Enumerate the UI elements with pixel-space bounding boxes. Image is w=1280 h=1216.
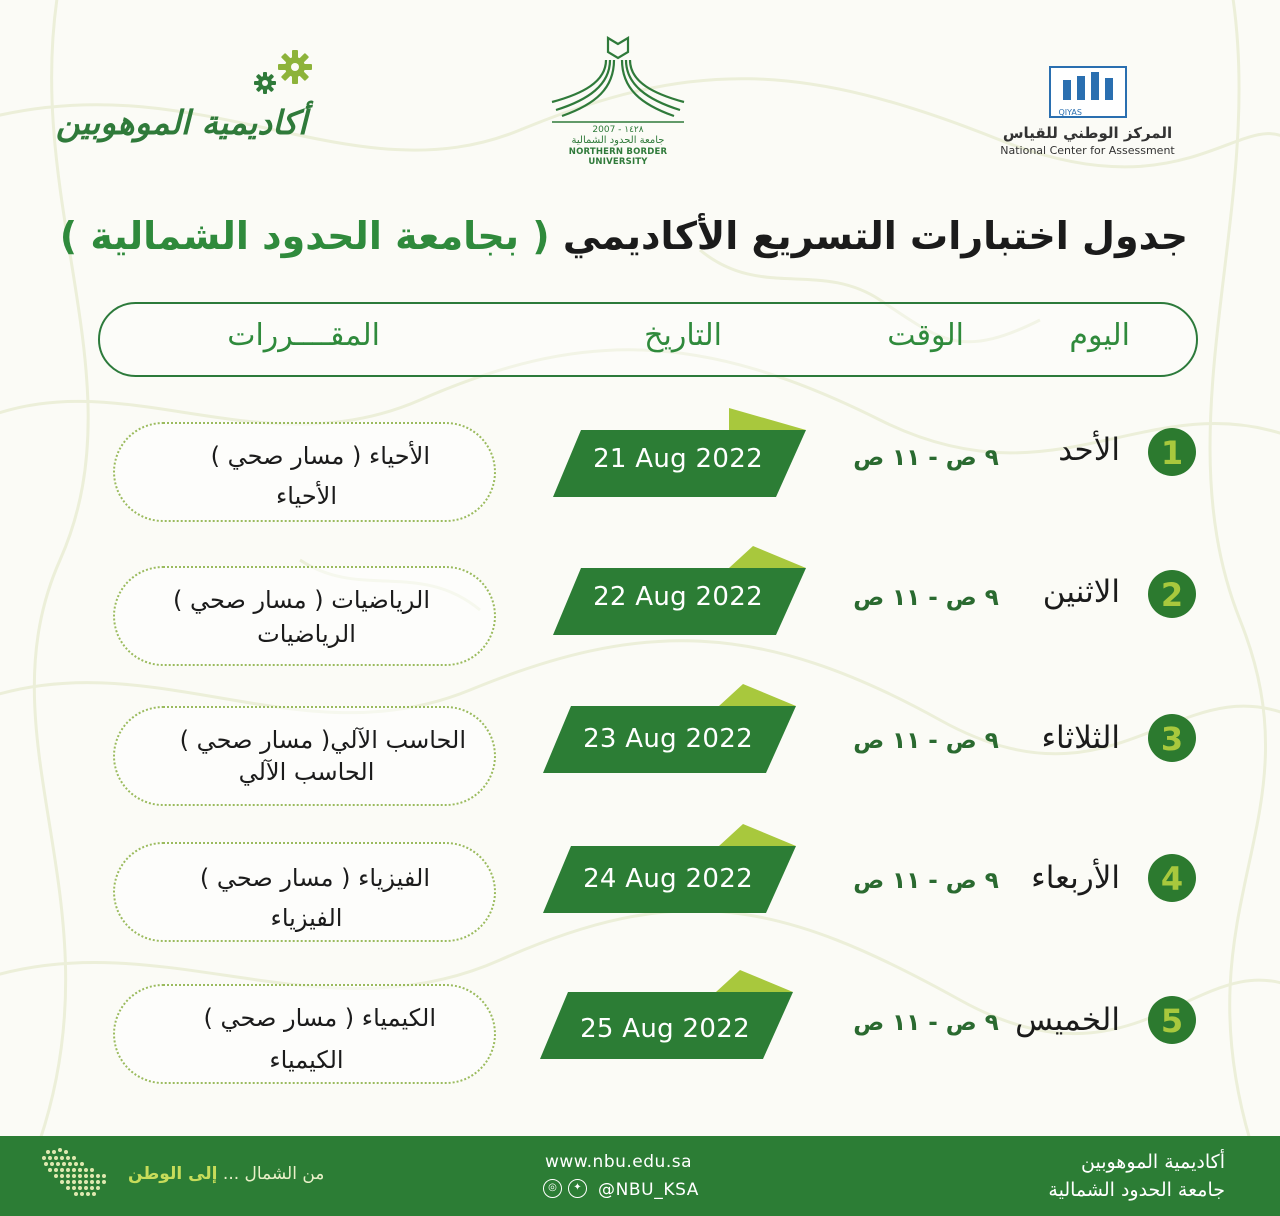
row-time: ٩ ص - ١١ ص — [853, 728, 999, 754]
course-pill — [113, 706, 496, 806]
date-banner — [553, 546, 813, 638]
course-line-2: الحاسب الآلي — [238, 758, 375, 786]
column-header-time: الوقت — [887, 318, 964, 353]
row-date: 24 Aug 2022 — [583, 864, 753, 894]
schedule-row — [0, 428, 1280, 548]
footer-social-handle[interactable]: @NBU_KSA — [598, 1180, 700, 1200]
page-title-highlight: ( بجامعة الحدود الشمالية ) — [59, 214, 550, 258]
course-line-1: الأحياء ( مسار صحي ) — [210, 442, 430, 470]
footer-website-link[interactable]: www.nbu.edu.sa — [545, 1152, 693, 1172]
nbu-year: 2007 - ١٤٢٨ — [592, 125, 644, 135]
course-line-1: الكيمياء ( مسار صحي ) — [203, 1004, 436, 1032]
qiyas-logo-sub: QIYAS — [1058, 108, 1082, 117]
nbu-emblem-icon — [548, 30, 688, 125]
course-pill — [113, 984, 496, 1084]
row-number-badge: 2 — [1148, 570, 1196, 618]
page-title — [59, 214, 1188, 258]
row-number-badge: 4 — [1148, 854, 1196, 902]
date-banner — [543, 824, 803, 916]
row-number-badge: 3 — [1148, 714, 1196, 762]
course-line-2: الكيمياء — [269, 1046, 344, 1074]
course-line-1: الرياضيات ( مسار صحي ) — [172, 586, 430, 614]
qiyas-logo — [1000, 66, 1175, 176]
schedule-row — [0, 854, 1280, 974]
course-pill — [113, 842, 496, 942]
row-day: الأحد — [1058, 432, 1120, 468]
saudi-map-icon — [36, 1142, 126, 1206]
column-header-courses: المقــــررات — [227, 318, 380, 353]
nbu-name-ar: جامعة الحدود الشمالية — [571, 135, 665, 146]
row-time: ٩ ص - ١١ ص — [853, 1010, 999, 1036]
footer-slogan-pre: من الشمال ... — [222, 1164, 325, 1184]
row-day: الأربعاء — [1031, 860, 1120, 896]
footer-slogan-bold: إلى الوطن — [128, 1164, 218, 1184]
row-date: 23 Aug 2022 — [583, 724, 753, 754]
course-line-2: الفيزياء — [270, 904, 343, 932]
row-date: 21 Aug 2022 — [593, 444, 763, 474]
academy-logo — [55, 45, 325, 175]
footer-slogan — [128, 1164, 324, 1184]
row-day: الخميس — [1015, 1002, 1120, 1038]
footer-university-name: جامعة الحدود الشمالية — [1048, 1179, 1225, 1201]
row-day: الثلاثاء — [1041, 720, 1120, 756]
row-number-badge: 5 — [1148, 996, 1196, 1044]
course-pill — [113, 566, 496, 666]
course-pill — [113, 422, 496, 522]
nbu-logo — [548, 30, 688, 167]
schedule-row — [0, 570, 1280, 690]
schedule-row — [0, 996, 1280, 1116]
date-banner — [543, 684, 803, 776]
course-line-2: الرياضيات — [257, 620, 356, 648]
academy-logo-text: أكاديمية الموهوبين — [55, 103, 307, 142]
qiyas-name-en: National Center for Assessment — [1000, 144, 1175, 157]
qiyas-name-ar: المركز الوطني للقياس — [1002, 124, 1173, 142]
instagram-icon[interactable]: ◎ — [543, 1179, 562, 1198]
schedule-row — [0, 714, 1280, 834]
page-title-main: جدول اختبارات التسريع الأكاديمي — [562, 214, 1188, 258]
date-banner — [540, 970, 800, 1062]
row-time: ٩ ص - ١١ ص — [853, 868, 999, 894]
row-date: 25 Aug 2022 — [580, 1014, 750, 1044]
qiyas-emblem — [1049, 66, 1127, 118]
column-header-date: التاريخ — [644, 318, 722, 353]
twitter-icon[interactable]: ✦ — [568, 1179, 587, 1198]
row-day: الاثنين — [1042, 574, 1120, 610]
gears-icon — [245, 45, 325, 105]
course-line-2: الأحياء — [275, 482, 338, 510]
column-header-day: اليوم — [1069, 318, 1130, 353]
row-date: 22 Aug 2022 — [593, 582, 763, 612]
footer-academy-name: أكاديمية الموهوبين — [1081, 1151, 1225, 1173]
nbu-name-en: NORTHERN BORDER UNIVERSITY — [568, 147, 668, 167]
course-line-1: الفيزياء ( مسار صحي ) — [199, 864, 430, 892]
row-number-badge: 1 — [1148, 428, 1196, 476]
date-banner — [553, 408, 813, 500]
footer-bar — [0, 1136, 1280, 1216]
row-time: ٩ ص - ١١ ص — [853, 585, 999, 611]
course-line-1: الحاسب الآلي( مسار صحي ) — [179, 726, 466, 754]
row-time: ٩ ص - ١١ ص — [853, 445, 999, 471]
